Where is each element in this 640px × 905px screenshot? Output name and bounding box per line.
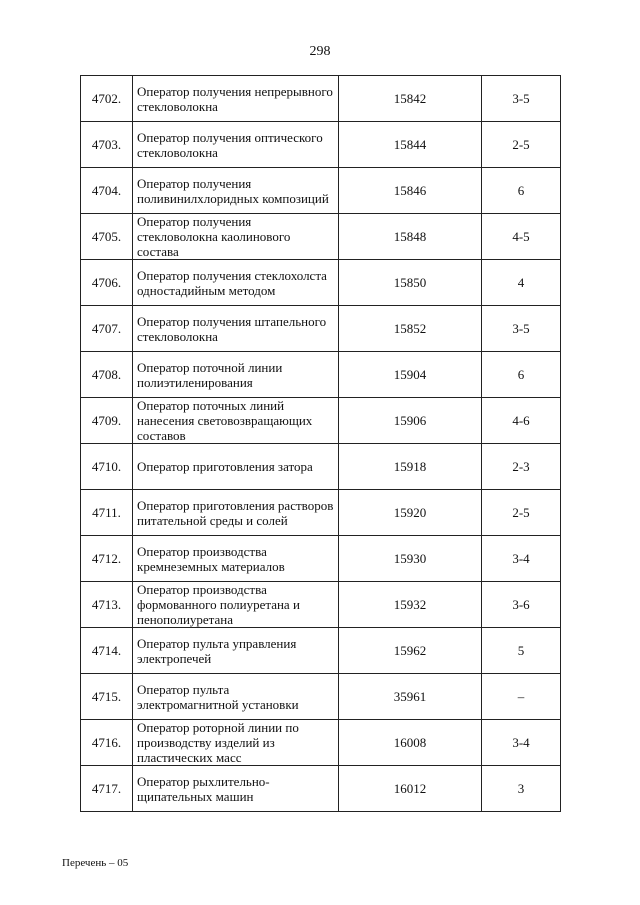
- grade-range: 3-5: [482, 76, 561, 122]
- occupation-name: Оператор поточной линии полиэтиленирования: [133, 352, 339, 398]
- occupation-name: Оператор получения штапельного стекловолокна: [133, 306, 339, 352]
- occupation-code: 15918: [339, 444, 482, 490]
- occupation-name: Оператор поточных линий нанесения световозвращающих составов: [133, 398, 339, 444]
- occupation-name: Оператор получения стеклохолста одностадийным методом: [133, 260, 339, 306]
- table-body: [81, 76, 561, 812]
- row-number: 4716.: [81, 720, 133, 766]
- occupation-code: 15844: [339, 122, 482, 168]
- row-number: 4702.: [81, 76, 133, 122]
- grade-range: 5: [482, 628, 561, 674]
- grade-range: 3-5: [482, 306, 561, 352]
- occupation-name: Оператор приготовления растворов питательной среды и солей: [133, 490, 339, 536]
- grade-range: 3-4: [482, 720, 561, 766]
- table-row: [81, 582, 561, 628]
- grade-range: 4-5: [482, 214, 561, 260]
- row-number: 4707.: [81, 306, 133, 352]
- table-row: [81, 214, 561, 260]
- table-row: [81, 766, 561, 812]
- occupation-code: 15848: [339, 214, 482, 260]
- grade-range: 6: [482, 352, 561, 398]
- occupation-name: Оператор получения оптического стекловолокна: [133, 122, 339, 168]
- grade-range: 2-3: [482, 444, 561, 490]
- row-number: 4710.: [81, 444, 133, 490]
- row-number: 4715.: [81, 674, 133, 720]
- occupation-code: 15850: [339, 260, 482, 306]
- table-row: [81, 168, 561, 214]
- occupation-name: Оператор роторной линии по производству изделий из пластических масс: [133, 720, 339, 766]
- grade-range: 6: [482, 168, 561, 214]
- row-number: 4703.: [81, 122, 133, 168]
- row-number: 4714.: [81, 628, 133, 674]
- occupation-code: 15846: [339, 168, 482, 214]
- occupation-code: 15930: [339, 536, 482, 582]
- occupation-code: 15962: [339, 628, 482, 674]
- occupation-name: Оператор приготовления затора: [133, 444, 339, 490]
- table-row: [81, 122, 561, 168]
- table-row: [81, 536, 561, 582]
- row-number: 4713.: [81, 582, 133, 628]
- table-row: [81, 490, 561, 536]
- grade-range: –: [482, 674, 561, 720]
- occupation-name: Оператор пульта электромагнитной установки: [133, 674, 339, 720]
- occupation-code: 15852: [339, 306, 482, 352]
- row-number: 4708.: [81, 352, 133, 398]
- table-row: [81, 306, 561, 352]
- occupation-code: 16012: [339, 766, 482, 812]
- row-number: 4709.: [81, 398, 133, 444]
- table-row: [81, 628, 561, 674]
- grade-range: 4: [482, 260, 561, 306]
- row-number: 4704.: [81, 168, 133, 214]
- table-row: [81, 444, 561, 490]
- page-number: 298: [309, 44, 331, 59]
- table-row: [81, 720, 561, 766]
- table-row: [81, 398, 561, 444]
- table-row: [81, 352, 561, 398]
- row-number: 4712.: [81, 536, 133, 582]
- occupation-code: 15904: [339, 352, 482, 398]
- row-number: 4705.: [81, 214, 133, 260]
- occupation-code: 16008: [339, 720, 482, 766]
- table-row: [81, 260, 561, 306]
- occupation-code: 35961: [339, 674, 482, 720]
- grade-range: 3: [482, 766, 561, 812]
- occupation-name: Оператор рыхлительно-щипательных машин: [133, 766, 339, 812]
- occupation-name: Оператор получения поливинилхлоридных композиций: [133, 168, 339, 214]
- row-number: 4717.: [81, 766, 133, 812]
- table-row: [81, 76, 561, 122]
- occupation-name: Оператор производства кремнеземных материалов: [133, 536, 339, 582]
- occupation-name: Оператор получения непрерывного стекловолокна: [133, 76, 339, 122]
- occupation-code: 15906: [339, 398, 482, 444]
- occupation-code: 15932: [339, 582, 482, 628]
- row-number: 4711.: [81, 490, 133, 536]
- occupation-name: Оператор пульта управления электропечей: [133, 628, 339, 674]
- occupation-code: 15920: [339, 490, 482, 536]
- occupation-name: Оператор производства формованного полиуретана и пенополиуретана: [133, 582, 339, 628]
- grade-range: 3-4: [482, 536, 561, 582]
- footer-label: Перечень – 05: [62, 857, 129, 869]
- occupation-code: 15842: [339, 76, 482, 122]
- occupations-table: [80, 75, 561, 812]
- row-number: 4706.: [81, 260, 133, 306]
- grade-range: 2-5: [482, 490, 561, 536]
- grade-range: 3-6: [482, 582, 561, 628]
- grade-range: 4-6: [482, 398, 561, 444]
- occupation-name: Оператор получения стекловолокна каолинового состава: [133, 214, 339, 260]
- grade-range: 2-5: [482, 122, 561, 168]
- table-row: [81, 674, 561, 720]
